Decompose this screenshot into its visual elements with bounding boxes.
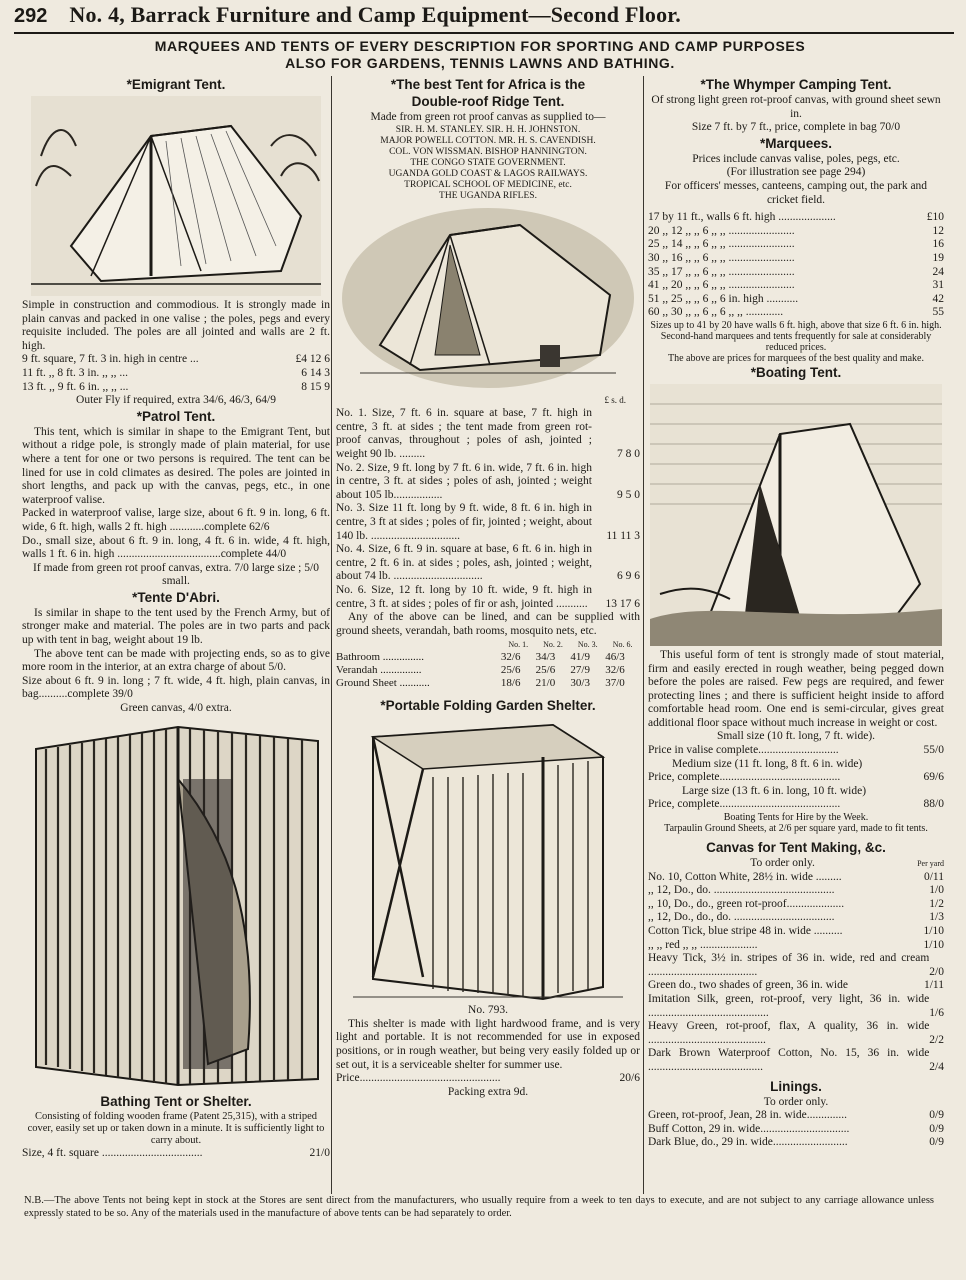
- boating-hire-note: Boating Tents for Hire by the Week.: [723, 812, 869, 824]
- price-row: Large size (13 ft. 6 in. long, 10 ft. wide): [682, 784, 867, 797]
- africa-tent-sizes: [336, 407, 640, 611]
- price-row: ,, 10, Do., do., green rot-proof.................... 1/2: [648, 897, 944, 910]
- africa-tent-title-1: *The best Tent for Africa is the: [390, 77, 586, 92]
- marquees-note-1: Sizes up to 41 by 20 have walls 6 ft. high, above that size 6 ft. 6 in. high.: [650, 319, 942, 331]
- price-row: 11 ft. ,, 8 ft. 3 in. ,, ,, ... 6 14 3: [22, 366, 330, 379]
- price-row: Cotton Tick, blue stripe 48 in. wide .......... 1/10: [648, 925, 944, 937]
- price-row: 9 ft. square, 7 ft. 3 in. high in centre ... £4 12 6: [22, 353, 330, 366]
- price-row: Price, complete.......................................... 69/6: [648, 771, 944, 784]
- linings-prices: [648, 1109, 944, 1150]
- tente-dabri-description: Is similar in shape to the tent used by the French Army, but of stronger make and material. The poles are in two parts and pack up with tent in bag, weight about 19 lb.: [22, 606, 330, 647]
- garden-shelter-caption: No. 793.: [468, 1004, 508, 1017]
- garden-shelter-price-row: Price................................................. 20/6: [336, 1072, 640, 1085]
- column-left: [22, 76, 330, 1160]
- currency-header: £ s. d.: [604, 394, 626, 405]
- marquees-desc-3: For officers' messes, canteens, camping out, the park and cricket field.: [664, 179, 928, 206]
- africa-tent-title-2: Double-roof Ridge Tent.: [411, 94, 565, 109]
- table-row: Ground Sheet ........... 18/6 21/0 30/3 37/0: [336, 677, 625, 690]
- tent-size-row: No. 3. Size 11 ft. long by 9 ft. wide, 8 ft. 6 in. high in centre, 3 ft at sides ; poles of fir, jointed ; weight, about 140 lb. ............................... 11 11 3: [336, 502, 640, 542]
- price-row: ,, 12, Do., do., do. ................................... 1/3: [648, 911, 944, 924]
- column-rule: [331, 76, 332, 1194]
- accessories-header-row: No. 1. No. 2. No. 3. No. 6.: [508, 640, 633, 650]
- price-row: Medium size (11 ft. long, 8 ft. 6 in. wide): [672, 757, 863, 770]
- column-middle: [336, 76, 640, 1099]
- whymper-tent-desc-1: Of strong light green rot-proof canvas, with ground sheet sewn in.: [651, 94, 941, 120]
- africa-tent-illustration: [340, 205, 636, 391]
- price-row: No. 10, Cotton White, 28½ in. wide ......... 0/11: [648, 870, 944, 883]
- whymper-tent-title: *The Whymper Camping Tent.: [700, 77, 892, 92]
- garden-shelter-illustration: [353, 717, 623, 1001]
- table-row: Bathroom ............... 32/6 34/3 41/9 46/3: [336, 651, 625, 664]
- price-row: 41 ,, 20 ,, ,, 6 ,, ,, ....................... 31: [648, 279, 944, 292]
- boating-tent-description: This useful form of tent is strongly made of stout material, firm and easily erected in rough weather, being pegged down before the poles are raised. Few pegs are required, and fewer protecting lines ; and there is sufficient height inside to afford comfortable head room. One end is semi-circular, gives great additional floor space without much increase in weight or cost.: [648, 648, 944, 729]
- emigrant-tent-title: *Emigrant Tent.: [126, 77, 226, 92]
- linings-title: Linings.: [770, 1078, 822, 1094]
- price-row: Imitation Silk, green, rot-proof, very light, 36 in. wide .......................................... 1/6: [648, 992, 944, 1019]
- price-row: 51 ,, 25 ,, ,, 6 ,, 6 in. high ........... 42: [648, 292, 944, 305]
- garden-shelter-packing: Packing extra 9d.: [447, 1085, 529, 1098]
- price-row: Heavy Tick, 3½ in. stripes of 36 in. wide, red and cream ...................................... 2/0: [648, 952, 944, 978]
- patrol-small-size: Do., small size, about 6 ft. 9 in. long, 4 ft. 6 in. wide, 4 ft. high, walls 1 ft. 6 in. high ....................................complete 44/0: [22, 534, 330, 561]
- page-header: [14, 2, 954, 34]
- price-row: Price, complete.......................................... 88/0: [648, 798, 944, 811]
- footnote: N.B.—The above Tents not being kept in stock at the Stores are sent direct from the manufacturers, who usually require from a week to ten days to execute, and are not subject to any carriage allowance unless expressly stated to be so. Any of the materials used in the manufacture of above tents can be had separately to order.: [24, 1195, 934, 1219]
- price-row: 20 ,, 12 ,, ,, 6 ,, ,, ....................... 12: [648, 224, 944, 237]
- price-row: Heavy Green, rot-proof, flax, A quality, 36 in. wide ......................................... 2/2: [648, 1020, 944, 1046]
- price-row: Dark Blue, do., 29 in. wide.......................... 0/9: [648, 1136, 944, 1149]
- banner-line-1: MARQUEES AND TENTS OF EVERY DESCRIPTION FOR SPORTING AND CAMP PURPOSES: [154, 38, 806, 54]
- canvas-subheader: To order only. Per yard: [750, 857, 944, 870]
- patrol-tent-description: This tent, which is similar in shape to the Emigrant Tent, but without a ridge pole, is strongly made of plain material, for use where a tent for one or two persons is required. The tent can be lined for use in cold climates as desired. The poles are jointed in short lengths, and pack up with the canvas, pegs, etc., in one waterproof valise.: [22, 425, 330, 506]
- boating-small-size: Small size (10 ft. long, 7 ft. wide).: [716, 730, 876, 743]
- canvas-title: Canvas for Tent Making, &c.: [706, 840, 886, 856]
- boating-tent-illustration: [650, 384, 942, 646]
- price-row: Price in valise complete............................ 55/0: [648, 744, 944, 757]
- price-row: Dark Brown Waterproof Cotton, No. 15, 36 in. wide ........................................ 2/4: [648, 1047, 944, 1073]
- page-title: No. 4, Barrack Furniture and Camp Equipment—Second Floor.: [69, 2, 681, 27]
- accessories-table: [336, 638, 640, 690]
- banner: [20, 38, 940, 72]
- marquees-desc-1: Prices include canvas valise, poles, pegs, etc.: [692, 152, 900, 165]
- canvas-prices: [648, 871, 944, 1075]
- garden-shelter-title: *Portable Folding Garden Shelter.: [380, 698, 596, 714]
- africa-lined-note: Any of the above can be lined, and can be supplied with ground sheets, verandah, bath rooms, mosquito nets, etc.: [336, 611, 640, 637]
- africa-made-from: Made from green rot proof canvas as supplied to—: [370, 111, 606, 123]
- whymper-tent-desc-2: Size 7 ft. by 7 ft., price, complete in bag 70/0: [691, 121, 901, 134]
- marquees-prices: [648, 211, 944, 320]
- price-row: 13 ft. ,, 9 ft. 6 in. ,, ,, ... 8 15 9: [22, 380, 330, 393]
- bathing-tent-description: Consisting of folding wooden frame (Patent 25,315), with a striped cover, easily set up or taken down in a minute. It is sufficiently light to carry about.: [27, 1110, 325, 1146]
- linings-subheader: To order only.: [763, 1095, 829, 1108]
- column-rule: [643, 76, 644, 1194]
- bathing-tent-illustration: [28, 719, 324, 1091]
- column-right: [648, 76, 944, 1150]
- emigrant-tent-prices: [22, 353, 330, 394]
- banner-line-2: ALSO FOR GARDENS, TENNIS LAWNS AND BATHING.: [285, 55, 675, 71]
- price-row: Green do., two shades of green, 36 in. wide 1/11: [648, 979, 944, 992]
- africa-users-list: SIR. H. M. STANLEY. SIR. H. H. JOHNSTON. MAJOR POWELL COTTON. MR. H. S. CAVENDISH. COL. VON WISSMAN. BISHOP HANNINGTON. THE CONGO STATE GOVERNMENT. UGANDA GOLD COAST & LAGOS RAILWAYS. TROPICAL SCHOOL OF MEDICINE, etc. THE UGANDA RIFLES.: [380, 124, 596, 201]
- tente-dabri-green: Green canvas, 4/0 extra.: [120, 702, 232, 715]
- price-row: 25 ,, 14 ,, ,, 6 ,, ,, ....................... 16: [648, 238, 944, 251]
- tent-size-row: No. 2. Size, 9 ft. long by 7 ft. 6 in. wide, 7 ft. 6 in. high in centre, 3 ft. at sides ; poles of ash, jointed ; weight about 105 lb................. 9 5 0: [336, 461, 640, 501]
- patrol-extra-note: If made from green rot proof canvas, extra. 7/0 large size ; 5/0 small.: [33, 561, 319, 588]
- price-row: 60 ,, 30 ,, ,, 6 ,, 6 ,, ,, ............. 55: [648, 306, 944, 319]
- patrol-tent-title: *Patrol Tent.: [136, 408, 216, 424]
- emigrant-tent-illustration: [31, 96, 321, 296]
- page-number: 292: [14, 5, 48, 27]
- tent-size-row: No. 4. Size, 6 ft. 9 in. square at base, 6 ft. 6 in. high in centre, 2 ft. 6 in. at sides ; poles, ash, jointed ; weight, about 74 lb. ............................... 6 9 6: [336, 543, 640, 583]
- table-row: Verandah ............... 25/6 25/6 27/9 32/6: [336, 664, 625, 677]
- garden-shelter-description: This shelter is made with light hardwood frame, and is very light and portable. It is not recommended for use in exposed positions, or in rough weather, but being very easily folded up or set out, it is a serviceable shelter for summer use.: [336, 1017, 640, 1071]
- boating-tent-prices: [648, 744, 944, 812]
- tente-dabri-projecting: The above tent can be made with projecting ends, so as to give more room in the interior, at an extra charge of about 5/0.: [22, 647, 330, 674]
- tente-dabri-size: Size about 6 ft. 9 in. long ; 7 ft. wide, 4 ft. high, plain canvas, in bag..........complete 39/0: [22, 674, 330, 701]
- boating-tarpaulin-note: Tarpaulin Ground Sheets, at 2/6 per square yard, made to fit tents.: [664, 823, 928, 835]
- price-row: ,, ,, red ,, ,, .................... 1/10: [648, 938, 944, 951]
- marquees-desc-2: (For illustration see page 294): [726, 166, 866, 179]
- bathing-tent-title: Bathing Tent or Shelter.: [100, 1093, 252, 1109]
- price-row: ,, 12, Do., do. .......................................... 1/0: [648, 884, 944, 897]
- marquees-title: *Marquees.: [759, 135, 833, 151]
- tente-dabri-title: *Tente D'Abri.: [132, 589, 220, 605]
- bathing-tent-price-row: Size, 4 ft. square ................................... 21/0: [22, 1146, 330, 1159]
- price-row: 17 by 11 ft., walls 6 ft. high .................... £10: [648, 211, 944, 224]
- emigrant-tent-description: Simple in construction and commodious. It is strongly made in plain canvas and packed in one valise ; the poles, pegs and every requisite included. The poles are all jointed and walls are 2 ft. high.: [22, 299, 330, 352]
- price-row: Green, rot-proof, Jean, 28 in. wide.............. 0/9: [648, 1109, 944, 1122]
- marquees-note-3: The above are prices for marquees of the best quality and make.: [667, 352, 924, 364]
- outer-fly-note: Outer Fly if required, extra 34/6, 46/3, 64/9: [76, 394, 276, 407]
- price-row: Buff Cotton, 29 in. wide............................... 0/9: [648, 1122, 944, 1135]
- boating-tent-title: *Boating Tent.: [750, 364, 842, 380]
- marquees-note-2: Second-hand marquees and tents frequently for sale at considerably reduced prices.: [660, 330, 932, 353]
- price-row: 35 ,, 17 ,, ,, 6 ,, ,, ....................... 24: [648, 265, 944, 278]
- patrol-large-size: Packed in waterproof valise, large size, about 6 ft. 9 in. long, 6 ft. wide, 6 ft. high, walls 2 ft. high ............complete 62/6: [22, 507, 330, 533]
- tent-size-row: No. 6. Size, 12 ft. long by 10 ft. wide, 9 ft. high in centre, 3 ft. at sides ; poles of fir or ash, jointed ........... 13 17 6: [336, 583, 640, 610]
- price-row: 30 ,, 16 ,, ,, 6 ,, ,, ....................... 19: [648, 251, 944, 264]
- tent-size-row: No. 1. Size, 7 ft. 6 in. square at base, 7 ft. high in centre, 3 ft. at sides ; the tent made from green rot-proof canvas, throughout ; poles of ash, jointed ; weight 90 lb. ......... 7 8 0: [336, 407, 640, 460]
